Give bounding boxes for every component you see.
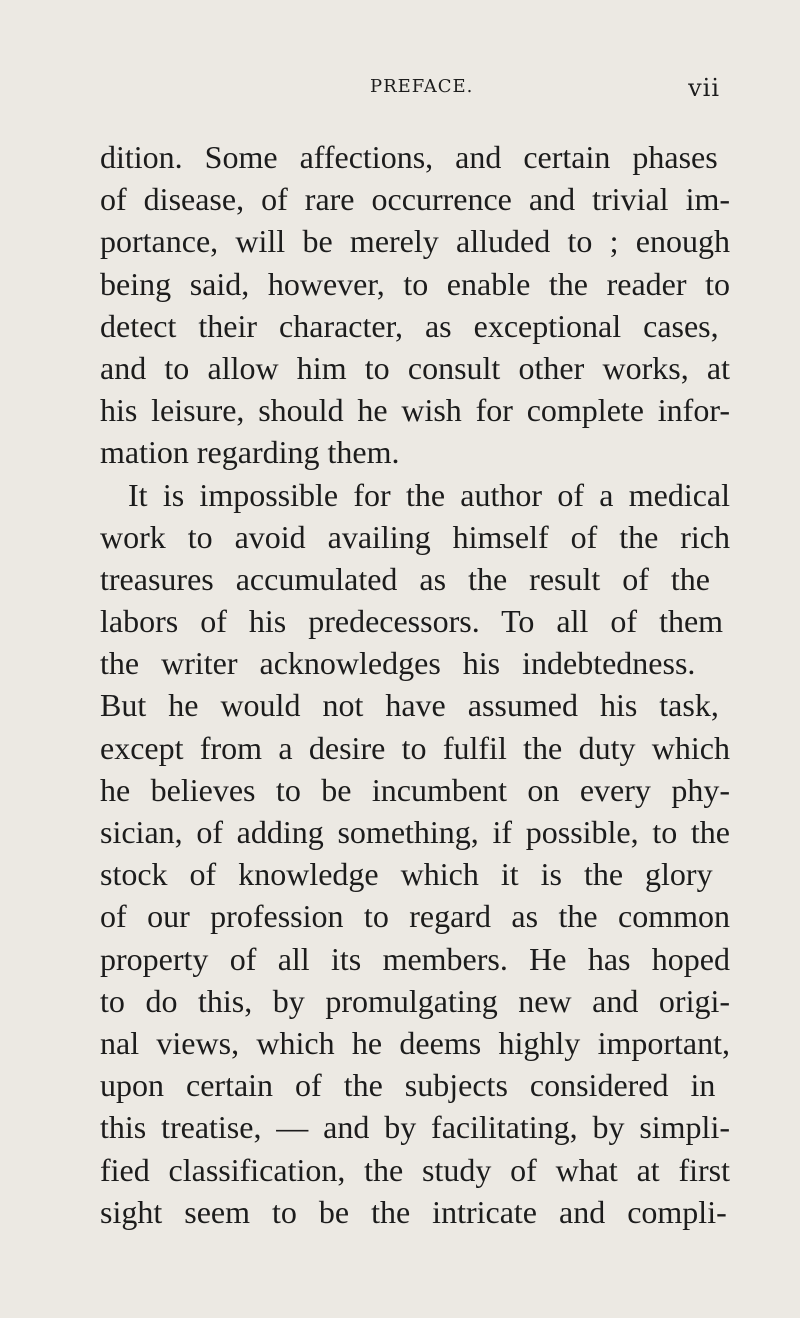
body-text — [100, 136, 730, 1233]
running-head — [100, 76, 720, 104]
text-line: portance, will be merely alluded to ; enough — [100, 223, 730, 260]
text-line: he believes to be incumbent on every phy- — [100, 771, 730, 808]
text-line: his leisure, should he wish for complete infor- — [100, 392, 730, 429]
text-line: being said, however, to enable the reader to — [100, 265, 730, 302]
text-line: and to allow him to consult other works, at — [100, 349, 730, 386]
text-line: mation regarding them. — [100, 434, 400, 471]
text-line: treasures accumulated as the result of the — [100, 560, 710, 597]
text-line: upon certain of the subjects considered in — [100, 1067, 716, 1104]
text-line: labors of his predecessors. To all of them — [100, 603, 724, 640]
text-line: But he would not have assumed his task, — [100, 687, 719, 724]
text-line: It is impossible for the author of a medical — [128, 476, 730, 513]
text-line: the writer acknowledges his indebtedness. — [100, 645, 696, 682]
text-line: to do this, by promulgating new and origi- — [100, 982, 730, 1019]
text-line: fied classification, the study of what at first — [100, 1151, 730, 1188]
running-title: PREFACE. — [370, 76, 474, 97]
text-line: stock of knowledge which it is the glory — [100, 856, 713, 893]
text-line: detect their character, as exceptional cases, — [100, 307, 719, 344]
text-line: sician, of adding something, if possible, to the — [100, 814, 730, 850]
text-line: property of all its members. He has hoped — [100, 940, 730, 977]
text-line: nal views, which he deems highly important, — [100, 1024, 730, 1061]
text-line: except from a desire to fulfil the duty which — [100, 729, 730, 766]
text-line: dition. Some affections, and certain phases — [100, 139, 718, 175]
page-number: vii — [688, 74, 720, 102]
text-line: this treatise, — and by facilitating, by simpli- — [100, 1109, 730, 1146]
text-line: work to avoid availing himself of the rich — [100, 518, 730, 555]
text-line: of disease, of rare occurrence and trivial im- — [100, 181, 730, 218]
text-line: of our profession to regard as the common — [100, 898, 730, 935]
text-line: sight seem to be the intricate and compli- — [100, 1193, 727, 1230]
